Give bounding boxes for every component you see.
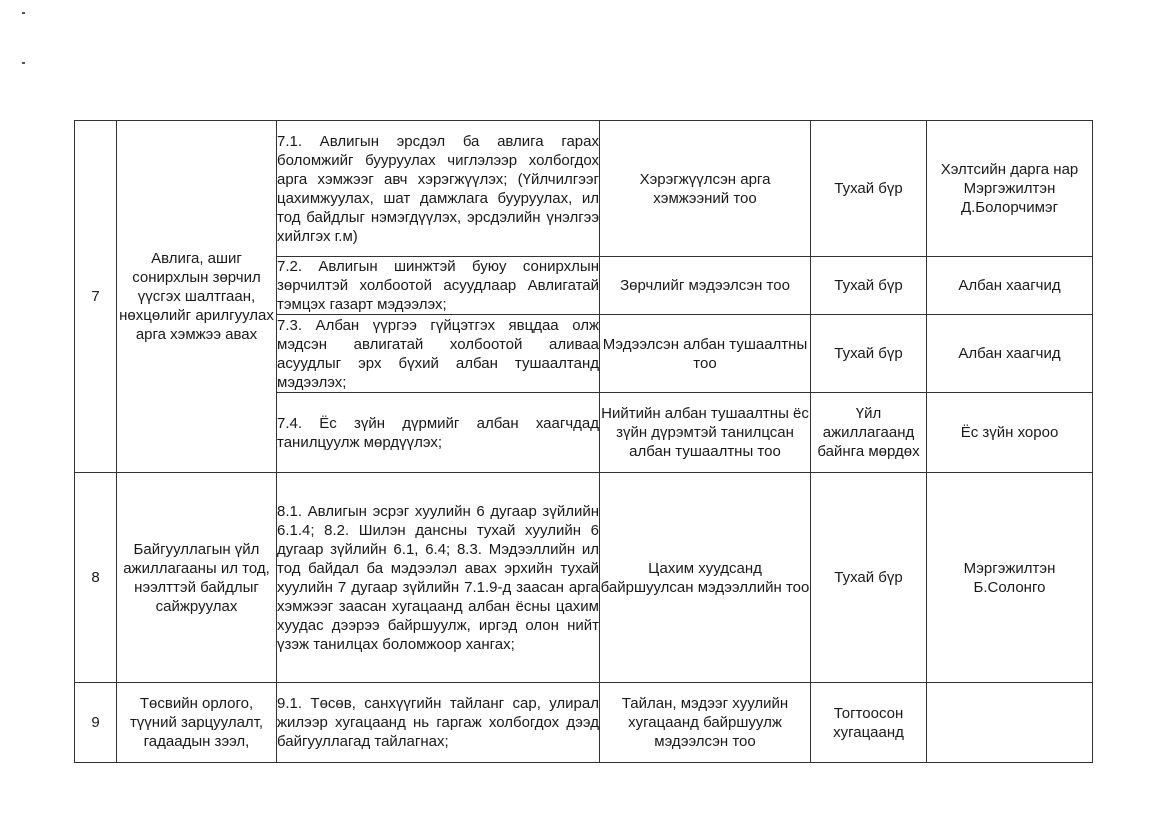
responsible-cell: Албан хаагчид <box>927 257 1093 315</box>
row-number: 7 <box>75 121 117 473</box>
table-row <box>75 683 1093 763</box>
indicator-cell: Тайлан, мэдээг хуулийн хугацаанд байршуулж мэдээлсэн тоо <box>600 683 811 763</box>
timeline-cell: Тухай бүр <box>811 121 927 257</box>
indicator-cell: Зөрчлийг мэдээлсэн тоо <box>600 257 811 315</box>
objective-cell: Төсвийн орлого, түүний зарцуулалт, гадаадын зээл, <box>117 683 277 763</box>
indicator-cell: Цахим хуудсанд байршуулсан мэдээллийн тоо <box>600 473 811 683</box>
timeline-cell: Тогтоосон хугацаанд <box>811 683 927 763</box>
row-number: 8 <box>75 473 117 683</box>
table-row <box>75 121 1093 257</box>
indicator-cell: Мэдээлсэн албан тушаалтны тоо <box>600 315 811 393</box>
activity-cell: 7.3. Албан үүргээ гүйцэтгэх явцдаа олж мэдсэн авлигатай холбоотой аливаа асуудлыг эрх бүхий албан тушаалтанд мэдээлэх; <box>277 316 599 391</box>
table-row <box>75 473 1093 683</box>
objective-cell: Авлига, ашиг сонирхлын зөрчил үүсгэх шалтгаан, нөхцөлийг арилгуулах арга хэмжээ авах <box>117 121 277 473</box>
objective-cell: Байгууллагын үйл ажиллагааны ил тод, нээлттэй байдлыг сайжруулах <box>117 473 277 683</box>
indicator-cell: Нийтийн албан тушаалтны ёс зүйн дүрэмтэй танилцсан албан тушаалтны тоо <box>600 393 811 473</box>
responsible-cell <box>927 683 1093 763</box>
row-number: 9 <box>75 683 117 763</box>
indicator-cell: Хэрэгжүүлсэн арга хэмжээний тоо <box>600 121 811 257</box>
activity-cell: 7.4. Ёс зүйн дүрмийг албан хаагчдад танилцуулж мөрдүүлэх; <box>277 393 600 473</box>
timeline-cell: Тухай бүр <box>811 473 927 683</box>
activity-cell: 7.2. Авлигын шинжтэй буюу сонирхлын зөрчилтэй холбоотой асуудлаар Авлигатай тэмцэх газарт мэдээлэх; <box>277 258 599 313</box>
timeline-cell: Тухай бүр <box>811 315 927 393</box>
responsible-cell: Албан хаагчид <box>927 315 1093 393</box>
action-plan-table <box>74 120 1093 763</box>
activity-cell: 9.1. Төсөв, санхүүгийн тайланг сар, улирал жилээр хугацаанд нь гаргаж холбогдох дээд байгууллагад тайлагнах; <box>277 683 600 763</box>
activity-cell: 8.1. Авлигын эсрэг хуулийн 6 дугаар зүйлийн 6.1.4; 8.2. Шилэн дансны тухай хуулийн 6 дугаар зүйлийн 6.1, 6.4; 8.3. Мэдээллийн ил тод байдал ба мэдээлэл авах эрхийн тухай хуулийн 7 дугаар зүйлийн 7.1.9-д заасан арга хэмжээг заасан хугацаанд албан ёсны цахим хуудас дээрээ байршуулж, иргэд олон нийт үзэж танилцах боломжоор хангах; <box>277 473 600 683</box>
scan-mark <box>22 62 25 64</box>
responsible-cell: Хэлтсийн дарга нар Мэргэжилтэн Д.Болорчимэг <box>927 121 1093 257</box>
responsible-cell: Мэргэжилтэн Б.Солонго <box>927 473 1093 683</box>
activity-cell: 7.1. Авлигын эрсдэл ба авлига гарах боломжийг бууруулах чиглэлээр холбогдох арга хэмжээг авч хэрэгжүүлэх; (Үйлчилгээг цахимжуулах, шат дамжлага бууруулах, ил тод байдлыг нэмэгдүүлэх, эрсдэлийн үнэлгээ хийлгэх г.м) <box>277 121 600 257</box>
timeline-cell: Үйл ажиллагаанд байнга мөрдөх <box>811 393 927 473</box>
timeline-cell: Тухай бүр <box>811 257 927 315</box>
responsible-cell: Ёс зүйн хороо <box>927 393 1093 473</box>
scan-mark <box>22 12 25 14</box>
